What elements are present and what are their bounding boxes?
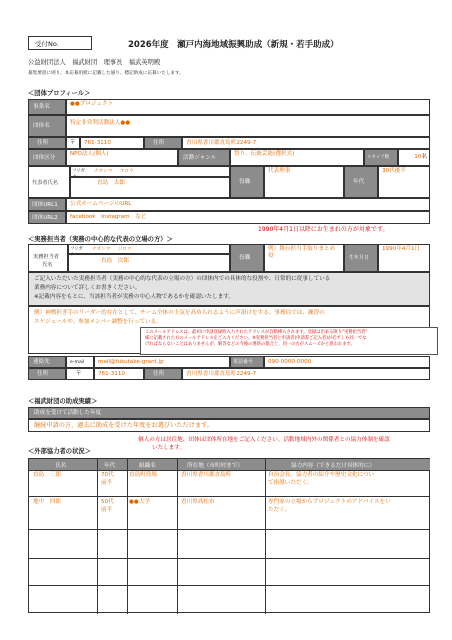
col-header-detail: 協力内容（できるだけ具体的に） [291, 463, 375, 469]
practitioner-name-label-cell [28, 244, 68, 272]
partners-note [138, 436, 390, 452]
row-divider [29, 496, 430, 497]
partner-age-2: 前半 [101, 506, 113, 513]
staff-count-value: 10 [414, 154, 422, 160]
location-label: 住所 [144, 137, 182, 149]
partner-org: 直島町役場 [129, 472, 157, 478]
practitioner-section-title: ＜実務担当者（実務の中心的な代表の立場の方）＞ [28, 236, 173, 243]
group-name-label: 団体名 [28, 115, 66, 137]
address-label: 住所 [28, 137, 66, 149]
genre-label: 活動ジャンル [178, 149, 230, 166]
partner-age-1: 50代 [101, 499, 114, 505]
url2-label: 団体URL2 [28, 211, 66, 224]
group-type-label: 団体区分 [28, 149, 66, 166]
popup-line-3: ければならないことはありませんが、解答などの今後の連絡の都合上、同一の方がスムーズかと思われます。 [145, 342, 355, 348]
table-row-empty[interactable] [29, 530, 430, 558]
practitioner-furigana-2: ジロウ [117, 247, 132, 252]
col-header-name: 氏名 [55, 463, 67, 469]
staff-count-label: スタッフ数 [364, 149, 398, 166]
rep-name-field[interactable]: 直島 太郎 [70, 177, 230, 198]
rep-furigana-label: フリガナ [70, 166, 90, 177]
practitioner-address-label: 住所 [28, 368, 66, 380]
rep-age-select[interactable]: 30代後半 [378, 166, 430, 198]
partners-table [28, 458, 430, 613]
contact-label: 連絡先 [28, 356, 66, 368]
partner-age-1: 70代 [101, 472, 114, 478]
col-header-org: 組織名 [139, 463, 156, 469]
practitioner-title-field[interactable]: 例）舞台担当手取りまとめ役 [264, 244, 344, 272]
description-line-1: ご記入いただいた実務担当者（実務の中心的な代表の立場の方）の団体内での具体的な役割や、日常的に従事している [34, 276, 331, 282]
practitioner-postal-mark: 〒 [66, 368, 94, 380]
business-name-field[interactable]: ●●プロジェクト [66, 99, 430, 115]
description-line-2: 業務内容について詳しくお書きください。 [34, 284, 141, 291]
application-note: 募集要項に則り、本応募用紙に記載した通り、標記助成に応募いたします。 [28, 71, 184, 76]
staff-count-field[interactable] [398, 149, 430, 166]
partner-location: 香川県香川郡直島町 [181, 472, 232, 478]
col-header-age: 年代 [104, 463, 116, 469]
table-row-empty[interactable] [29, 586, 430, 613]
rep-furigana-field[interactable] [90, 166, 230, 177]
rep-furigana-1: ナオシマ [94, 169, 113, 174]
history-select[interactable]: 継続申請の方、過去に助成を受けた年度をお選びいただけます。 [28, 419, 430, 432]
practitioner-location-label: 住所 [144, 368, 182, 380]
history-section-title: ＜福武財団の助成実績＞ [28, 398, 98, 405]
practitioner-furigana-label: フリガナ [68, 244, 88, 254]
partner-detail-2: て指導いただく。 [268, 479, 313, 486]
receipt-no-box[interactable] [28, 36, 92, 50]
partner-detail-1: 専門家の立場からプロジェクトのアドバイスをい [268, 499, 391, 505]
table-row[interactable] [29, 471, 430, 496]
url2-field[interactable]: facebook Instagram など [66, 211, 430, 224]
practitioner-furigana-1: ナオシマ [92, 247, 111, 252]
partner-name: 地中 四郎 [33, 499, 61, 505]
partner-detail-2: ただく。 [268, 506, 291, 513]
rep-title-field[interactable]: 代表理事 [264, 166, 344, 198]
role-example-line-2: スケジュールや、参加メンバー調整を行っている。 [34, 318, 162, 325]
rep-age-label: 年代 [344, 166, 378, 198]
partner-detail-1: 自治会長。協力者の紹介や歴史文化につい [268, 472, 375, 478]
rep-furigana-2: タロウ [119, 169, 134, 174]
url1-label: 団体URL1 [28, 198, 66, 211]
address-field[interactable]: 香川県香川郡直島町2249-7 [182, 137, 430, 149]
rep-name-label-cell [28, 166, 70, 198]
practitioner-name-field[interactable]: 直島 次郎 [68, 254, 230, 272]
rep-name-label: 代表者氏名 [32, 180, 58, 186]
recipient-org: 公益財団法人 福武財団 理事長 福武英明殿 [28, 59, 161, 66]
partners-section-title: ＜外部協力者の状況＞ [28, 448, 91, 455]
partner-detail [268, 472, 374, 487]
partners-note-line-1: 個人の方は居住地、団体は団体所在地をご記入ください。活動地域内外の関係者との協力体制を確認 [138, 437, 390, 443]
staff-count-unit: 名 [421, 154, 427, 160]
page-title: 2026年度 瀬戸内海地域振興助成（新規・若手助成） [128, 40, 339, 50]
postal-code-field[interactable]: 761-3110 [80, 137, 144, 149]
email-label: e-mail [66, 356, 94, 368]
group-profile-section-title: ＜団体プロフィール＞ [28, 90, 91, 97]
practitioner-name-label2: 氏名 [42, 262, 53, 268]
group-name-field[interactable]: 特定非営利活動法人●● [66, 115, 430, 137]
eligibility-note: 1990年4月1日以降にお生まれの方が対象です。 [258, 226, 389, 233]
practitioner-name-label: 実務担当者 [33, 254, 59, 260]
partner-age-2: 前半 [101, 479, 113, 486]
partners-header-row [29, 459, 430, 470]
partner-detail [268, 499, 391, 514]
practitioner-description-header [28, 272, 430, 306]
table-row[interactable] [29, 498, 430, 529]
description-line-3: ※記載内容をもとに、当該担当者が実務の中心人物であるかを確認いたします。 [34, 293, 235, 300]
business-name-label: 事業名 [28, 99, 66, 115]
col-header-location: 所在地（市町村まで） [187, 463, 243, 469]
role-example-line-1: 例）神輿担ぎ手のリーダー的存在として、チーム全体の士気を高められるように声掛けをする。事務局では、練習の [34, 310, 325, 316]
phone-field[interactable]: 090-0000-0000 [264, 356, 430, 368]
practitioner-title-label: 役職 [230, 244, 264, 272]
partners-note-line-2: いたします。 [152, 445, 186, 452]
practitioner-address-field[interactable]: 香川県香川郡直島町2249-7 [182, 368, 430, 380]
email-info-popup [140, 327, 438, 355]
birthdate-field[interactable]: 1990年4月1日 [378, 244, 430, 272]
partner-age [101, 499, 114, 514]
group-type-select[interactable]: NPO法人(個人) [66, 149, 178, 166]
history-header: 助成を受けて活動した年度 [28, 407, 430, 419]
partner-name: 直島 三郎 [33, 472, 61, 478]
practitioner-postal-code-field[interactable]: 761-3110 [94, 368, 144, 380]
phone-label: 電話番号 [230, 356, 264, 368]
popup-line-2: 様に記載された方のメールアドレスをご入力ください。※実務担当者と申請者(申請書ご記入者)が必ずしも同一でな [145, 336, 367, 342]
birthdate-label: 生年月日 [344, 244, 378, 272]
email-field[interactable]: mail@fukutake-grant.jp [94, 356, 230, 368]
receipt-no-label: 受付No. [35, 40, 59, 48]
partner-location: 香川県高松市 [181, 499, 215, 505]
postal-mark: 〒 [66, 137, 80, 149]
genre-select[interactable]: 祭り、伝統芸能(選択式) [230, 149, 364, 166]
rep-title-label: 役職 [230, 166, 264, 198]
table-row-empty[interactable] [29, 559, 430, 585]
practitioner-furigana-field[interactable] [88, 244, 230, 254]
partner-age [101, 472, 114, 487]
url1-field[interactable]: 公式ホームページのURL [66, 198, 430, 211]
partner-org: ●●大学 [129, 499, 150, 505]
popup-line-1: このメールアドレスは、最初に申請登録時入力されたアドレスが自動挿入されます。登録は出来る限り"実務担当者" [145, 330, 368, 335]
